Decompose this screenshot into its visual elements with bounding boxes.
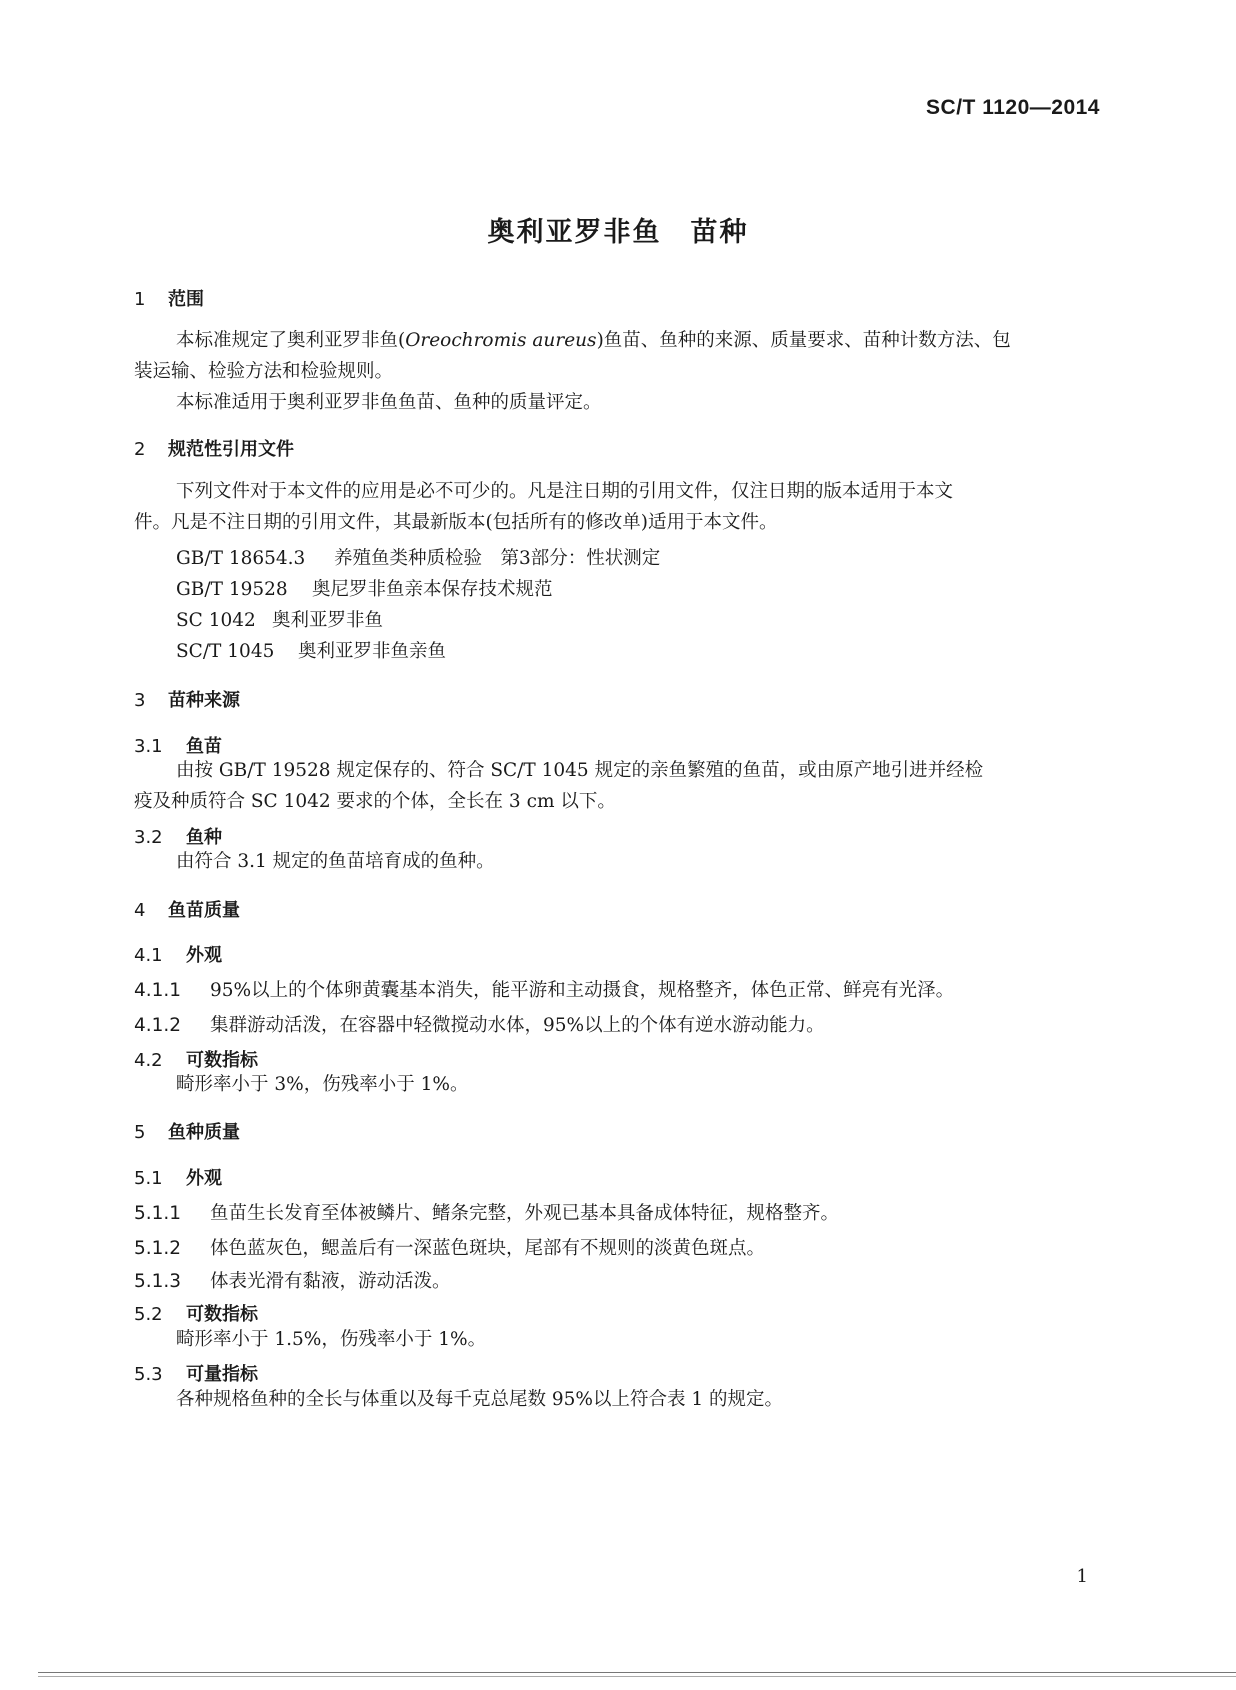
reference-code: GB/T 18654.3 bbox=[176, 548, 306, 569]
clause-item bbox=[134, 1199, 839, 1225]
section-number: 2 bbox=[134, 439, 146, 460]
clause-item bbox=[134, 976, 954, 1002]
reference-title: 奥尼罗非鱼亲本保存技术规范 bbox=[312, 579, 553, 600]
section-number: 1 bbox=[134, 289, 146, 310]
subsection-title: 鱼种 bbox=[186, 827, 222, 848]
normative-paragraph-line2: 件。凡是不注日期的引用文件，其最新版本(包括所有的修改单)适用于本文件。 bbox=[134, 512, 778, 533]
subsection-4-1-heading bbox=[134, 941, 222, 967]
clause-text: 95%以上的个体卵黄囊基本消失，能平游和主动摄食，规格整齐，体色正常、鲜亮有光泽。 bbox=[210, 980, 955, 1001]
subsection-3-1-line2: 疫及种质符合 SC 1042 要求的个体，全长在 3 cm 以下。 bbox=[134, 791, 616, 812]
subsection-number: 3.2 bbox=[134, 827, 163, 848]
reference-code: SC/T 1045 bbox=[176, 641, 275, 662]
reference-title: 养殖鱼类种质检验 第3部分：性状测定 bbox=[334, 548, 661, 569]
section-4-heading bbox=[134, 896, 240, 922]
section-title: 规范性引用文件 bbox=[168, 439, 294, 460]
subsection-title: 可数指标 bbox=[186, 1304, 258, 1325]
scope-text-a: 本标准规定了奥利亚罗非鱼( bbox=[176, 330, 406, 351]
scope-paragraph-2: 本标准适用于奥利亚罗非鱼鱼苗、鱼种的质量评定。 bbox=[176, 392, 602, 413]
section-number: 5 bbox=[134, 1122, 146, 1143]
reference-item bbox=[176, 637, 446, 663]
subsection-title: 可量指标 bbox=[186, 1364, 258, 1385]
section-3-heading bbox=[134, 686, 240, 712]
clause-item bbox=[134, 1267, 451, 1293]
reference-code: SC 1042 bbox=[176, 610, 256, 631]
clause-number: 5.1.2 bbox=[134, 1238, 182, 1259]
section-2-heading bbox=[134, 435, 294, 461]
subsection-number: 5.1 bbox=[134, 1168, 163, 1189]
subsection-3-1-line1: 由按 GB/T 19528 规定保存的、符合 SC/T 1045 规定的亲鱼繁殖的鱼苗，或由原产地引进并经检 bbox=[176, 760, 984, 781]
normative-paragraph-line1: 下列文件对于本文件的应用是必不可少的。凡是注日期的引用文件，仅注日期的版本适用于本文 bbox=[176, 481, 954, 502]
subsection-number: 5.2 bbox=[134, 1304, 163, 1325]
subsection-title: 外观 bbox=[186, 945, 222, 966]
subsection-5-3-text: 各种规格鱼种的全长与体重以及每千克总尾数 95%以上符合表 1 的规定。 bbox=[176, 1389, 784, 1410]
footer-rule bbox=[38, 1672, 1236, 1673]
reference-item bbox=[176, 544, 660, 570]
section-1-heading bbox=[134, 285, 204, 311]
clause-number: 4.1.2 bbox=[134, 1015, 182, 1036]
clause-number: 5.1.1 bbox=[134, 1203, 182, 1224]
reference-title: 奥利亚罗非鱼 bbox=[272, 610, 384, 631]
subsection-5-2-text: 畸形率小于 1.5%，伤残率小于 1%。 bbox=[176, 1329, 487, 1350]
page-number: 1 bbox=[1076, 1566, 1088, 1587]
latin-species-name: Oreochromis aureus bbox=[405, 330, 597, 351]
scope-paragraph-line2: 装运输、检验方法和检验规则。 bbox=[134, 361, 394, 382]
clause-text: 鱼苗生长发育至体被鳞片、鳍条完整，外观已基本具备成体特征，规格整齐。 bbox=[210, 1203, 840, 1224]
clause-number: 4.1.1 bbox=[134, 980, 182, 1001]
reference-code: GB/T 19528 bbox=[176, 579, 288, 600]
footer-rule-secondary bbox=[38, 1676, 1236, 1677]
subsection-4-2-text: 畸形率小于 3%，伤残率小于 1%。 bbox=[176, 1074, 469, 1095]
section-title: 苗种来源 bbox=[168, 690, 240, 711]
document-title: 奥利亚罗非鱼 苗种 bbox=[487, 217, 749, 248]
section-number: 3 bbox=[134, 690, 146, 711]
reference-item bbox=[176, 606, 383, 632]
clause-text: 集群游动活泼，在容器中轻微搅动水体，95%以上的个体有逆水游动能力。 bbox=[210, 1015, 825, 1036]
section-5-heading bbox=[134, 1118, 240, 1144]
reference-item bbox=[176, 575, 553, 601]
subsection-number: 5.3 bbox=[134, 1364, 163, 1385]
section-title: 鱼苗质量 bbox=[168, 900, 240, 921]
section-number: 4 bbox=[134, 900, 146, 921]
subsection-5-1-heading bbox=[134, 1164, 222, 1190]
clause-text: 体表光滑有黏液，游动活泼。 bbox=[210, 1271, 451, 1292]
subsection-3-2-text: 由符合 3.1 规定的鱼苗培育成的鱼种。 bbox=[176, 851, 495, 872]
clause-item bbox=[134, 1234, 765, 1260]
section-title: 范围 bbox=[168, 289, 204, 310]
clause-item bbox=[134, 1011, 825, 1037]
subsection-title: 鱼苗 bbox=[186, 736, 222, 757]
clause-number: 5.1.3 bbox=[134, 1271, 182, 1292]
scope-text-b: )鱼苗、鱼种的来源、质量要求、苗种计数方法、包 bbox=[596, 330, 1011, 351]
scope-paragraph-line1 bbox=[176, 324, 1106, 357]
reference-title: 奥利亚罗非鱼亲鱼 bbox=[298, 641, 447, 662]
subsection-number: 4.1 bbox=[134, 945, 163, 966]
subsection-title: 外观 bbox=[186, 1168, 222, 1189]
subsection-title: 可数指标 bbox=[186, 1050, 258, 1071]
subsection-number: 4.2 bbox=[134, 1050, 163, 1071]
standard-code: SC/T 1120—2014 bbox=[926, 96, 1100, 119]
clause-text: 体色蓝灰色，鳃盖后有一深蓝色斑块，尾部有不规则的淡黄色斑点。 bbox=[210, 1238, 766, 1259]
section-title: 鱼种质量 bbox=[168, 1122, 240, 1143]
subsection-number: 3.1 bbox=[134, 736, 163, 757]
